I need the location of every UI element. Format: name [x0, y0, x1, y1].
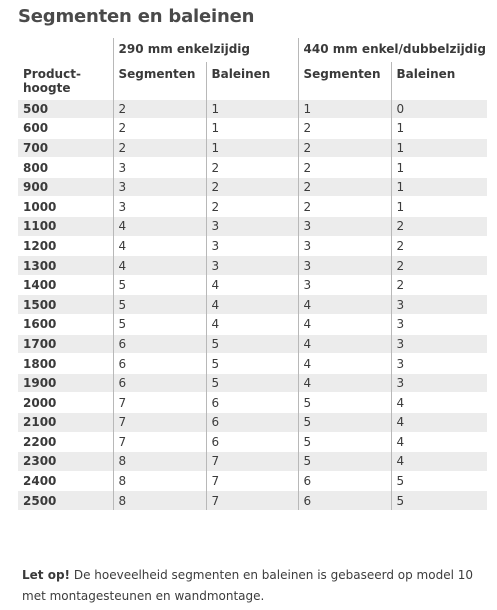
table-cell: 3 — [391, 373, 487, 393]
table-cell: 6 — [113, 334, 206, 354]
table-cell: 3 — [298, 275, 391, 295]
table-row — [18, 295, 487, 315]
table-cell: 6 — [113, 373, 206, 393]
table-row — [18, 373, 487, 393]
table-cell: 3 — [391, 334, 487, 354]
table-cell: 6 — [206, 413, 298, 433]
table-cell: 8 — [113, 452, 206, 472]
group-header-440: 440 mm enkel/dubbelzijdig — [298, 38, 487, 62]
table-cell: 2 — [298, 138, 391, 158]
table-cell: 6 — [298, 471, 391, 491]
table-cell: 6 — [206, 432, 298, 452]
row-height-cell: 2400 — [18, 471, 113, 491]
row-height-cell: 1700 — [18, 334, 113, 354]
table-cell: 7 — [206, 452, 298, 472]
table-cell: 4 — [391, 452, 487, 472]
table-cell: 2 — [206, 158, 298, 178]
table-cell: 5 — [298, 413, 391, 433]
group-header-290: 290 mm enkelzijdig — [113, 38, 298, 62]
row-height-cell: 600 — [18, 119, 113, 139]
table-cell: 4 — [113, 217, 206, 237]
table-cell: 4 — [298, 334, 391, 354]
row-height-cell: 2500 — [18, 491, 113, 511]
table-row — [18, 432, 487, 452]
table-cell: 2 — [298, 197, 391, 217]
table-cell: 2 — [298, 119, 391, 139]
table-row — [18, 177, 487, 197]
table-cell: 4 — [298, 315, 391, 335]
row-height-cell: 1300 — [18, 256, 113, 276]
table-cell: 5 — [113, 295, 206, 315]
table-cell: 7 — [206, 491, 298, 511]
table-row — [18, 256, 487, 276]
row-height-cell: 1000 — [18, 197, 113, 217]
row-height-cell: 2200 — [18, 432, 113, 452]
table-cell: 8 — [113, 491, 206, 511]
footnote — [22, 565, 492, 607]
table-cell: 5 — [391, 471, 487, 491]
table-cell: 1 — [391, 177, 487, 197]
table-row — [18, 491, 487, 511]
row-height-cell: 2300 — [18, 452, 113, 472]
table-cell: 4 — [206, 315, 298, 335]
table-cell: 5 — [113, 275, 206, 295]
table-cell: 2 — [391, 236, 487, 256]
page-title: Segmenten en baleinen — [18, 6, 255, 27]
table-cell: 3 — [206, 256, 298, 276]
table-cell: 4 — [298, 373, 391, 393]
table-row — [18, 197, 487, 217]
table-cell: 3 — [298, 256, 391, 276]
table-cell: 0 — [391, 99, 487, 119]
row-height-cell: 1200 — [18, 236, 113, 256]
table-cell: 2 — [206, 177, 298, 197]
table-cell: 3 — [298, 236, 391, 256]
table-row — [18, 119, 487, 139]
table-cell: 5 — [206, 354, 298, 374]
table-cell: 7 — [113, 393, 206, 413]
footnote-label: Let op! — [22, 568, 71, 582]
table-cell: 3 — [298, 217, 391, 237]
table-cell: 4 — [391, 393, 487, 413]
table-row — [18, 217, 487, 237]
table-cell: 3 — [206, 236, 298, 256]
table-cell: 2 — [113, 138, 206, 158]
table-cell: 6 — [206, 393, 298, 413]
column-header-producthoogte — [18, 62, 113, 99]
column-header-baleinen-290: Baleinen — [206, 62, 298, 99]
table-cell: 8 — [113, 471, 206, 491]
table-cell: 4 — [206, 275, 298, 295]
footnote-text: De hoeveelheid segmenten en baleinen is gebaseerd op model 10 met montagesteunen en wandmontage. — [22, 568, 473, 603]
row-height-cell: 1900 — [18, 373, 113, 393]
table-cell: 4 — [391, 432, 487, 452]
table-row — [18, 334, 487, 354]
table-cell: 3 — [391, 354, 487, 374]
table-cell: 3 — [391, 315, 487, 335]
table-cell: 5 — [206, 373, 298, 393]
table-cell: 2 — [298, 158, 391, 178]
table-cell: 1 — [391, 138, 487, 158]
table-row — [18, 452, 487, 472]
table-cell: 7 — [113, 413, 206, 433]
table-cell: 1 — [391, 197, 487, 217]
table-cell: 1 — [298, 99, 391, 119]
table-cell: 4 — [298, 295, 391, 315]
table-cell: 4 — [391, 413, 487, 433]
table-row — [18, 471, 487, 491]
table-cell: 1 — [391, 158, 487, 178]
table-cell: 1 — [391, 119, 487, 139]
table-row — [18, 138, 487, 158]
column-header-row — [18, 62, 487, 99]
segments-table — [18, 38, 487, 510]
row-height-cell: 900 — [18, 177, 113, 197]
table-cell: 7 — [113, 432, 206, 452]
table-cell: 4 — [113, 256, 206, 276]
row-height-cell: 1800 — [18, 354, 113, 374]
table-cell: 3 — [113, 197, 206, 217]
table-body — [18, 99, 487, 510]
table-cell: 5 — [298, 393, 391, 413]
table-cell: 2 — [113, 119, 206, 139]
table-row — [18, 354, 487, 374]
table-cell: 2 — [298, 177, 391, 197]
row-height-cell: 500 — [18, 99, 113, 119]
table-row — [18, 393, 487, 413]
table-cell: 2 — [391, 275, 487, 295]
table-cell: 6 — [298, 491, 391, 511]
group-header-row — [18, 38, 487, 62]
row-height-cell: 1500 — [18, 295, 113, 315]
table-cell: 7 — [206, 471, 298, 491]
table-row — [18, 315, 487, 335]
table-cell: 3 — [206, 217, 298, 237]
table-cell: 2 — [391, 256, 487, 276]
table-row — [18, 413, 487, 433]
table-cell: 2 — [113, 99, 206, 119]
table-cell: 4 — [298, 354, 391, 374]
table-cell: 5 — [298, 432, 391, 452]
table-cell: 3 — [113, 158, 206, 178]
column-header-segmenten-290: Segmenten — [113, 62, 206, 99]
table-cell: 5 — [298, 452, 391, 472]
row-height-cell: 1100 — [18, 217, 113, 237]
table-cell: 1 — [206, 138, 298, 158]
table-cell: 3 — [391, 295, 487, 315]
table-cell: 4 — [206, 295, 298, 315]
table-row — [18, 275, 487, 295]
table-row — [18, 158, 487, 178]
row-height-cell: 700 — [18, 138, 113, 158]
row-height-cell: 1600 — [18, 315, 113, 335]
row-height-cell: 1400 — [18, 275, 113, 295]
table-cell: 2 — [391, 217, 487, 237]
table-cell: 2 — [206, 197, 298, 217]
header-line-1: Product- — [23, 67, 81, 81]
table-cell: 3 — [113, 177, 206, 197]
table-cell: 1 — [206, 99, 298, 119]
table-cell: 5 — [113, 315, 206, 335]
group-header-empty — [18, 38, 113, 62]
column-header-baleinen-440: Baleinen — [391, 62, 487, 99]
header-line-2: hoogte — [23, 81, 71, 95]
row-height-cell: 2000 — [18, 393, 113, 413]
table-cell: 6 — [113, 354, 206, 374]
row-height-cell: 2100 — [18, 413, 113, 433]
table-row — [18, 236, 487, 256]
column-header-segmenten-440: Segmenten — [298, 62, 391, 99]
table-cell: 5 — [206, 334, 298, 354]
table-cell: 1 — [206, 119, 298, 139]
row-height-cell: 800 — [18, 158, 113, 178]
table-row — [18, 99, 487, 119]
table-cell: 5 — [391, 491, 487, 511]
table-cell: 4 — [113, 236, 206, 256]
